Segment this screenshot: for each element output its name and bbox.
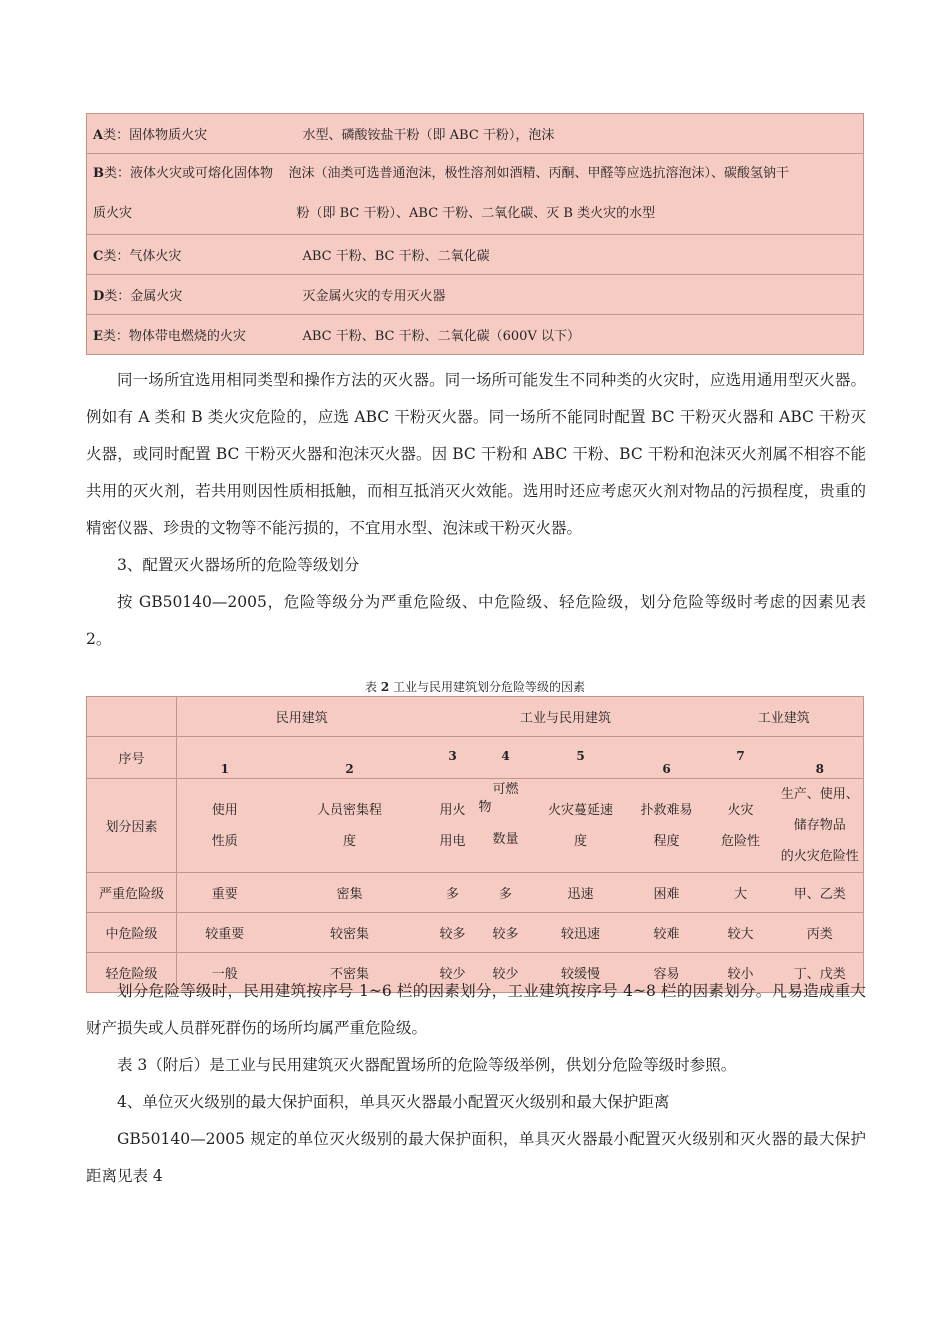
row-header: 严重危险级	[87, 873, 177, 913]
fire-class-label: C	[93, 249, 104, 264]
table-row	[87, 697, 864, 737]
factor-line: 人员密集程	[316, 802, 382, 818]
factor-cell	[273, 779, 427, 873]
section-heading: 4、单位灭火级别的最大保护面积，单具灭火器最小配置灭火级别和最大保护距离	[117, 1093, 670, 1111]
seq-number: 1	[177, 737, 273, 779]
paragraph: 同一场所宜选用相同类型和操作方法的灭火器。同一场所可能发生不同种类的火灾时，应选用通用型灭火器。例如有 A 类和 B 类火灾危险的，应选 ABC 干粉灭火器。同一场所不能同时配置 BC 干粉灭火器和 ABC 干粉灭火器，或同时配置 BC 干粉灭火器和泡沫灭火器。因 BC 干粉和 ABC 干粉、BC 干粉和泡沫灭火剂属不相容不能共用的灭火剂，若共用则因性质相抵触，而相互抵消灭火效能。选用时还应考虑灭火剂对物品的污损程度，贵重的精密仪器、珍贵的文物等不能污损的，不宜用水型、泡沫或干粉灭火器。	[86, 371, 866, 537]
table-cell: 较少	[427, 953, 479, 993]
group-header: 民用建筑	[177, 697, 427, 737]
table-cell: 大	[705, 873, 777, 913]
factor-line: 用火	[439, 802, 466, 818]
group-header: 工业与民用建筑	[427, 697, 705, 737]
table-cell: 困难	[629, 873, 705, 913]
table-cell: 容易	[629, 953, 705, 993]
factor-line: 使用	[211, 802, 238, 818]
table-row	[87, 873, 864, 913]
factor-line: 的火灾危险性	[780, 849, 859, 864]
table-cell: 多	[479, 873, 533, 913]
factor-line: 性质	[211, 833, 238, 849]
paragraph: GB50140—2005 规定的单位灭火级别的最大保护面积，单具灭火器最小配置灭火级别和灭火器的最大保护距离见表 4	[86, 1130, 866, 1185]
table-cell: 较缓慢	[533, 953, 629, 993]
row-header: 划分因素	[87, 779, 177, 873]
seq-number: 5	[533, 737, 629, 779]
caption-number: 2	[380, 680, 390, 694]
table-row	[87, 235, 864, 275]
table-cell: 较难	[629, 913, 705, 953]
table-cell: 较重要	[177, 913, 273, 953]
factor-line: 物	[478, 800, 492, 815]
body-text-1	[86, 362, 866, 658]
extinguisher-types-cont: 粉（即 BC 干粉）、ABC 干粉、二氧化碳、灭 B 类火灾的水型	[296, 206, 656, 221]
table-cell: 丁、戊类	[777, 953, 864, 993]
seq-number: 4	[479, 737, 533, 779]
extinguisher-types: 灭金属火灾的专用灭火器	[289, 275, 864, 315]
group-header: 工业建筑	[705, 697, 864, 737]
factor-line: 火灾	[727, 802, 754, 818]
table-row	[87, 737, 864, 779]
fire-class-desc: 类：金属火灾	[104, 289, 183, 304]
fire-class-label: A	[93, 128, 104, 143]
table-row	[87, 275, 864, 315]
seq-number: 8	[777, 737, 864, 779]
factor-cell	[427, 779, 479, 873]
table-cell: 一般	[177, 953, 273, 993]
table-cell: 较小	[705, 953, 777, 993]
factor-line: 数量	[492, 832, 519, 847]
factor-line: 程度	[653, 833, 680, 849]
extinguisher-type-table	[86, 113, 864, 355]
table-cell: 较多	[427, 913, 479, 953]
fire-class-desc-cont: 质火灾	[93, 206, 133, 221]
hazard-level-table	[86, 696, 864, 993]
table-cell: 多	[427, 873, 479, 913]
table-cell: 密集	[273, 873, 427, 913]
extinguisher-types: ABC 干粉、BC 干粉、二氧化碳（600V 以下）	[289, 315, 864, 355]
paragraph: 按 GB50140—2005，危险等级分为严重危险级、中危险级、轻危险级，划分危险等级时考虑的因素见表 2。	[86, 593, 866, 648]
table-row	[87, 154, 864, 235]
factor-line: 危险性	[720, 833, 760, 849]
factor-line: 度	[573, 833, 587, 849]
table-cell: 丙类	[777, 913, 864, 953]
table-cell: 较密集	[273, 913, 427, 953]
factor-line: 用电	[439, 833, 466, 849]
row-header: 轻危险级	[87, 953, 177, 993]
row-header: 中危险级	[87, 913, 177, 953]
paragraph: 表 3（附后）是工业与民用建筑灭火器配置场所的危险等级举例，供划分危险等级时参照。	[117, 1056, 737, 1074]
table-caption	[86, 678, 864, 695]
caption-text: 工业与民用建筑划分危险等级的因素	[393, 680, 586, 694]
extinguisher-types: 水型、磷酸铵盐干粉（即 ABC 干粉），泡沫	[289, 114, 864, 154]
extinguisher-types: 泡沫（油类可选普通泡沫，极性溶剂如酒精、丙酮、甲醛等应选抗溶泡沫）、碳酸氢钠干	[288, 166, 790, 181]
table-row	[87, 913, 864, 953]
extinguisher-types: ABC 干粉、BC 干粉、二氧化碳	[289, 235, 864, 275]
table-cell: 甲、乙类	[777, 873, 864, 913]
row-header: 序号	[87, 737, 177, 779]
factor-line: 火灾蔓延速	[547, 802, 613, 818]
section-heading: 3、配置灭火器场所的危险等级划分	[117, 556, 360, 574]
seq-number: 6	[629, 737, 705, 779]
factor-line: 度	[342, 833, 356, 849]
fire-class-label: E	[93, 329, 103, 344]
factor-cell	[479, 779, 533, 873]
corner-cell	[87, 697, 177, 737]
fire-class-desc: 类：液体火灾或可熔化固体物	[104, 166, 274, 181]
fire-class-desc: 类：固体物质火灾	[103, 128, 208, 143]
fire-class-desc: 类：物体带电燃烧的火灾	[102, 329, 246, 344]
table-cell: 较少	[479, 953, 533, 993]
seq-number: 7	[705, 737, 777, 779]
table-row	[87, 315, 864, 355]
table-row	[87, 114, 864, 154]
seq-number: 3	[427, 737, 479, 779]
fire-class-label: D	[93, 289, 105, 304]
factor-line: 可燃	[492, 782, 519, 797]
table-cell: 重要	[177, 873, 273, 913]
table-cell: 迅速	[533, 873, 629, 913]
fire-class-desc: 类：气体火灾	[103, 249, 182, 264]
factor-cell	[777, 779, 864, 873]
table-cell: 不密集	[273, 953, 427, 993]
table-cell: 较多	[479, 913, 533, 953]
table-row	[87, 779, 864, 873]
body-text-2	[86, 973, 866, 1195]
fire-class-label: B	[93, 166, 104, 181]
caption-prefix: 表	[364, 680, 377, 694]
factor-line: 生产、使用、储存物品	[780, 787, 859, 833]
factor-cell	[705, 779, 777, 873]
paragraph: 划分危险等级时，民用建筑按序号 1~6 栏的因素划分，工业建筑按序号 4~8 栏的因素划分。凡易造成重大财产损失或人员群死群伤的场所均属严重危险级。	[86, 982, 866, 1037]
factor-cell	[533, 779, 629, 873]
factor-cell	[629, 779, 705, 873]
factor-cell	[177, 779, 273, 873]
seq-number: 2	[273, 737, 427, 779]
table-cell: 较大	[705, 913, 777, 953]
table-cell: 较迅速	[533, 913, 629, 953]
factor-line: 扑救难易	[640, 802, 693, 818]
